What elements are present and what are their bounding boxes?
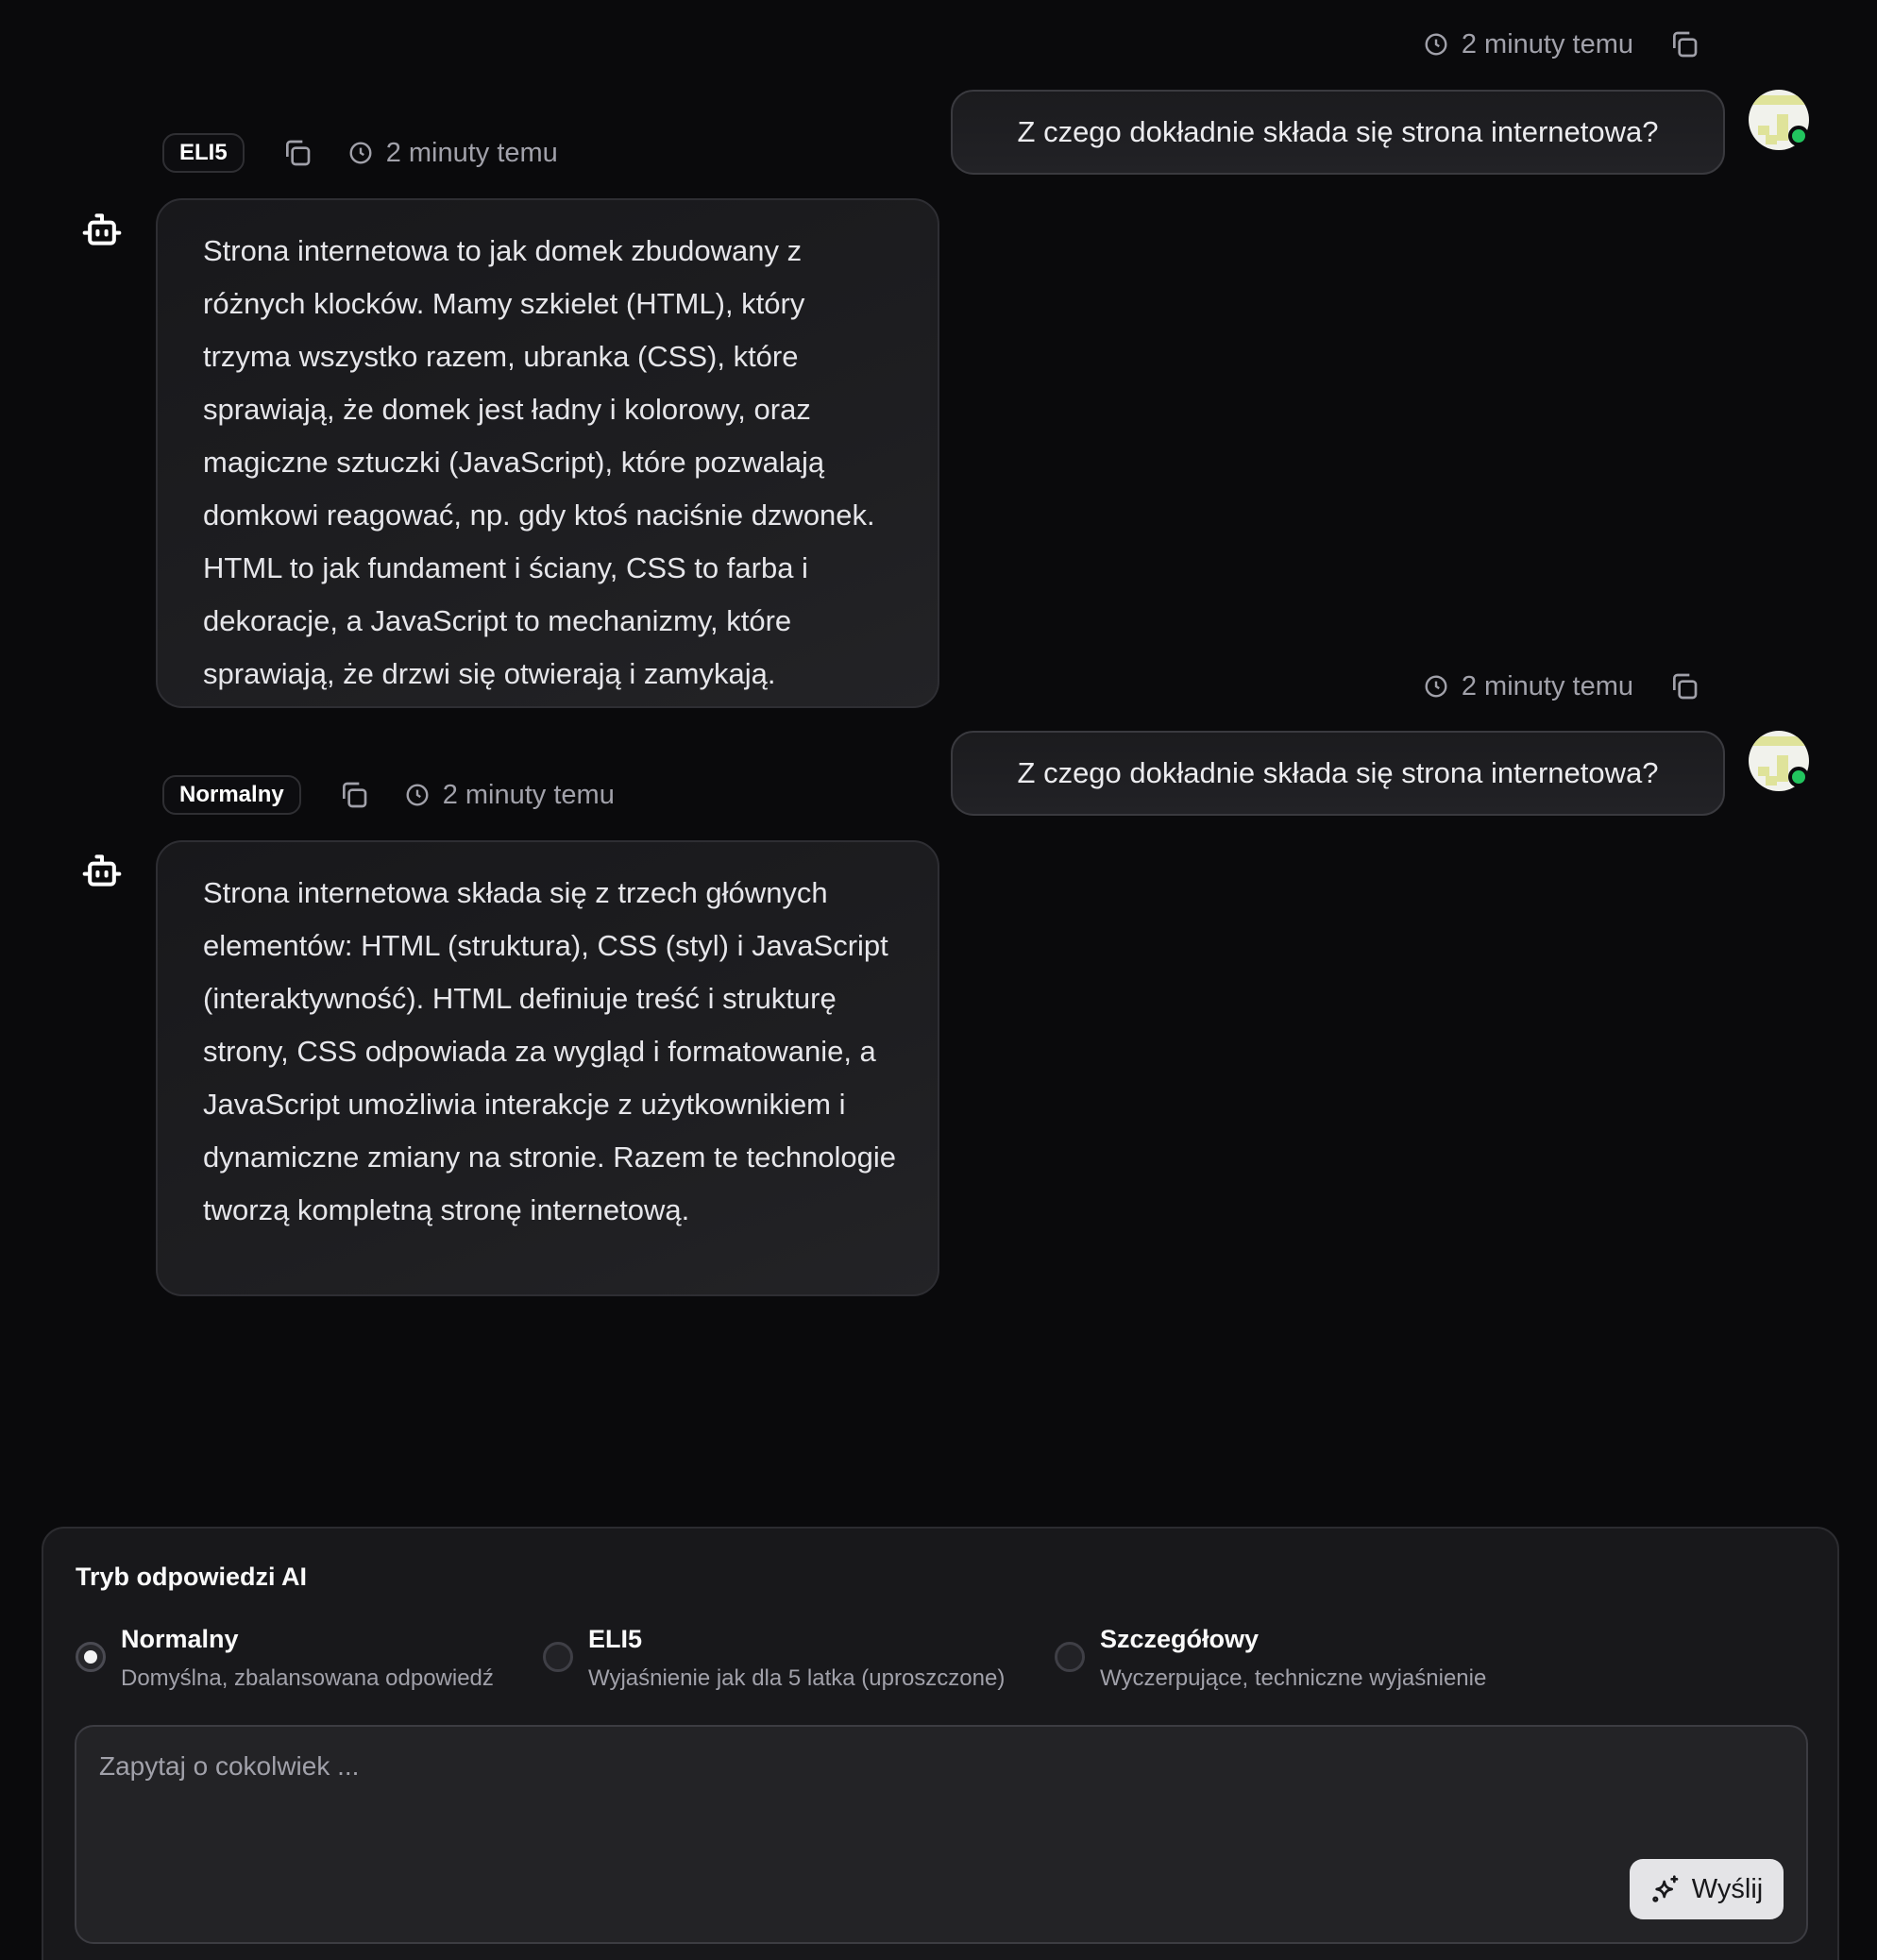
robot-icon — [81, 209, 123, 250]
mode-badge: Normalny — [162, 775, 301, 815]
assistant-message-bubble — [156, 198, 939, 708]
mode-label: Normalny — [121, 1625, 239, 1653]
message-input[interactable] — [76, 1727, 1806, 1942]
clock-icon — [405, 783, 430, 807]
clock-icon — [1424, 32, 1448, 57]
radio-eli5[interactable] — [543, 1642, 573, 1672]
radio-normalny[interactable] — [76, 1642, 106, 1672]
sparkles-icon — [1650, 1874, 1681, 1904]
message-timestamp: 2 minuty temu — [385, 137, 558, 168]
radio-szczegolowy[interactable] — [1055, 1642, 1085, 1672]
clock-icon — [348, 141, 373, 165]
send-button[interactable] — [1630, 1859, 1784, 1919]
assistant-message-meta — [162, 774, 615, 816]
mode-description: Domyślna, zbalansowana odpowiedź — [121, 1665, 494, 1691]
mode-badge: ELI5 — [162, 133, 245, 173]
mode-description: Wyczerpujące, techniczne wyjaśnienie — [1100, 1665, 1487, 1691]
user-message-meta — [1424, 24, 1699, 65]
send-label: Wyślij — [1691, 1873, 1764, 1904]
robot-icon — [81, 850, 123, 891]
mode-option-szczegolowy[interactable] — [1055, 1623, 1486, 1693]
user-message-text: Z czego dokładnie składa się strona internetowa? — [1017, 115, 1659, 148]
online-status-indicator — [1788, 126, 1809, 146]
copy-icon[interactable] — [339, 780, 369, 810]
message-timestamp: 2 minuty temu — [442, 779, 615, 810]
clock-icon — [1424, 674, 1448, 699]
mode-description: Wyjaśnienie jak dla 5 latka (uproszczone) — [588, 1665, 1006, 1691]
mode-label: Szczegółowy — [1100, 1625, 1260, 1653]
mode-option-eli5[interactable] — [543, 1623, 1005, 1693]
message-timestamp: 2 minuty temu — [1461, 670, 1633, 701]
composer-panel — [42, 1527, 1839, 1960]
online-status-indicator — [1788, 767, 1809, 787]
mode-label: ELI5 — [588, 1625, 643, 1653]
assistant-message-meta — [162, 132, 558, 174]
assistant-message-text: Strona internetowa to jak domek zbudowany z różnych klocków. Mamy szkielet (HTML), który trzyma wszystko razem, ubranka (CSS), które sprawiają, że domek jest ładny i kolorowy, oraz magiczne sztuczki (JavaScript), które pozwalają domkowi reagować, np. gdy ktoś naciśnie dzwonek. HTML to jak fundament i ściany, CSS to farba i dekoracje, a JavaScript to mechanizmy, które sprawiają, że drzwi się otwierają i zamykają. — [203, 234, 875, 690]
mode-option-normalny[interactable] — [76, 1623, 494, 1693]
user-message-text: Z czego dokładnie składa się strona internetowa? — [1017, 756, 1659, 789]
user-message-bubble — [951, 90, 1725, 175]
copy-icon[interactable] — [1669, 671, 1699, 701]
user-message-bubble — [951, 731, 1725, 816]
copy-icon[interactable] — [1669, 29, 1699, 59]
assistant-message-bubble — [156, 840, 939, 1296]
assistant-message-text: Strona internetowa składa się z trzech głównych elementów: HTML (struktura), CSS (styl) i JavaScript (interaktywność). HTML definiuje treść i strukturę strony, CSS odpowiada za wygląd i formatowanie, a JavaScript umożliwia interakcje z użytkownikiem i dynamiczne zmiany na stronie. Razem te technologie tworzą kompletną stronę internetową. — [203, 876, 897, 1226]
message-input-container — [75, 1725, 1808, 1944]
message-timestamp: 2 minuty temu — [1461, 28, 1633, 59]
copy-icon[interactable] — [282, 138, 313, 168]
user-message-meta — [1424, 666, 1699, 707]
response-mode-title: Tryb odpowiedzi AI — [76, 1563, 308, 1591]
